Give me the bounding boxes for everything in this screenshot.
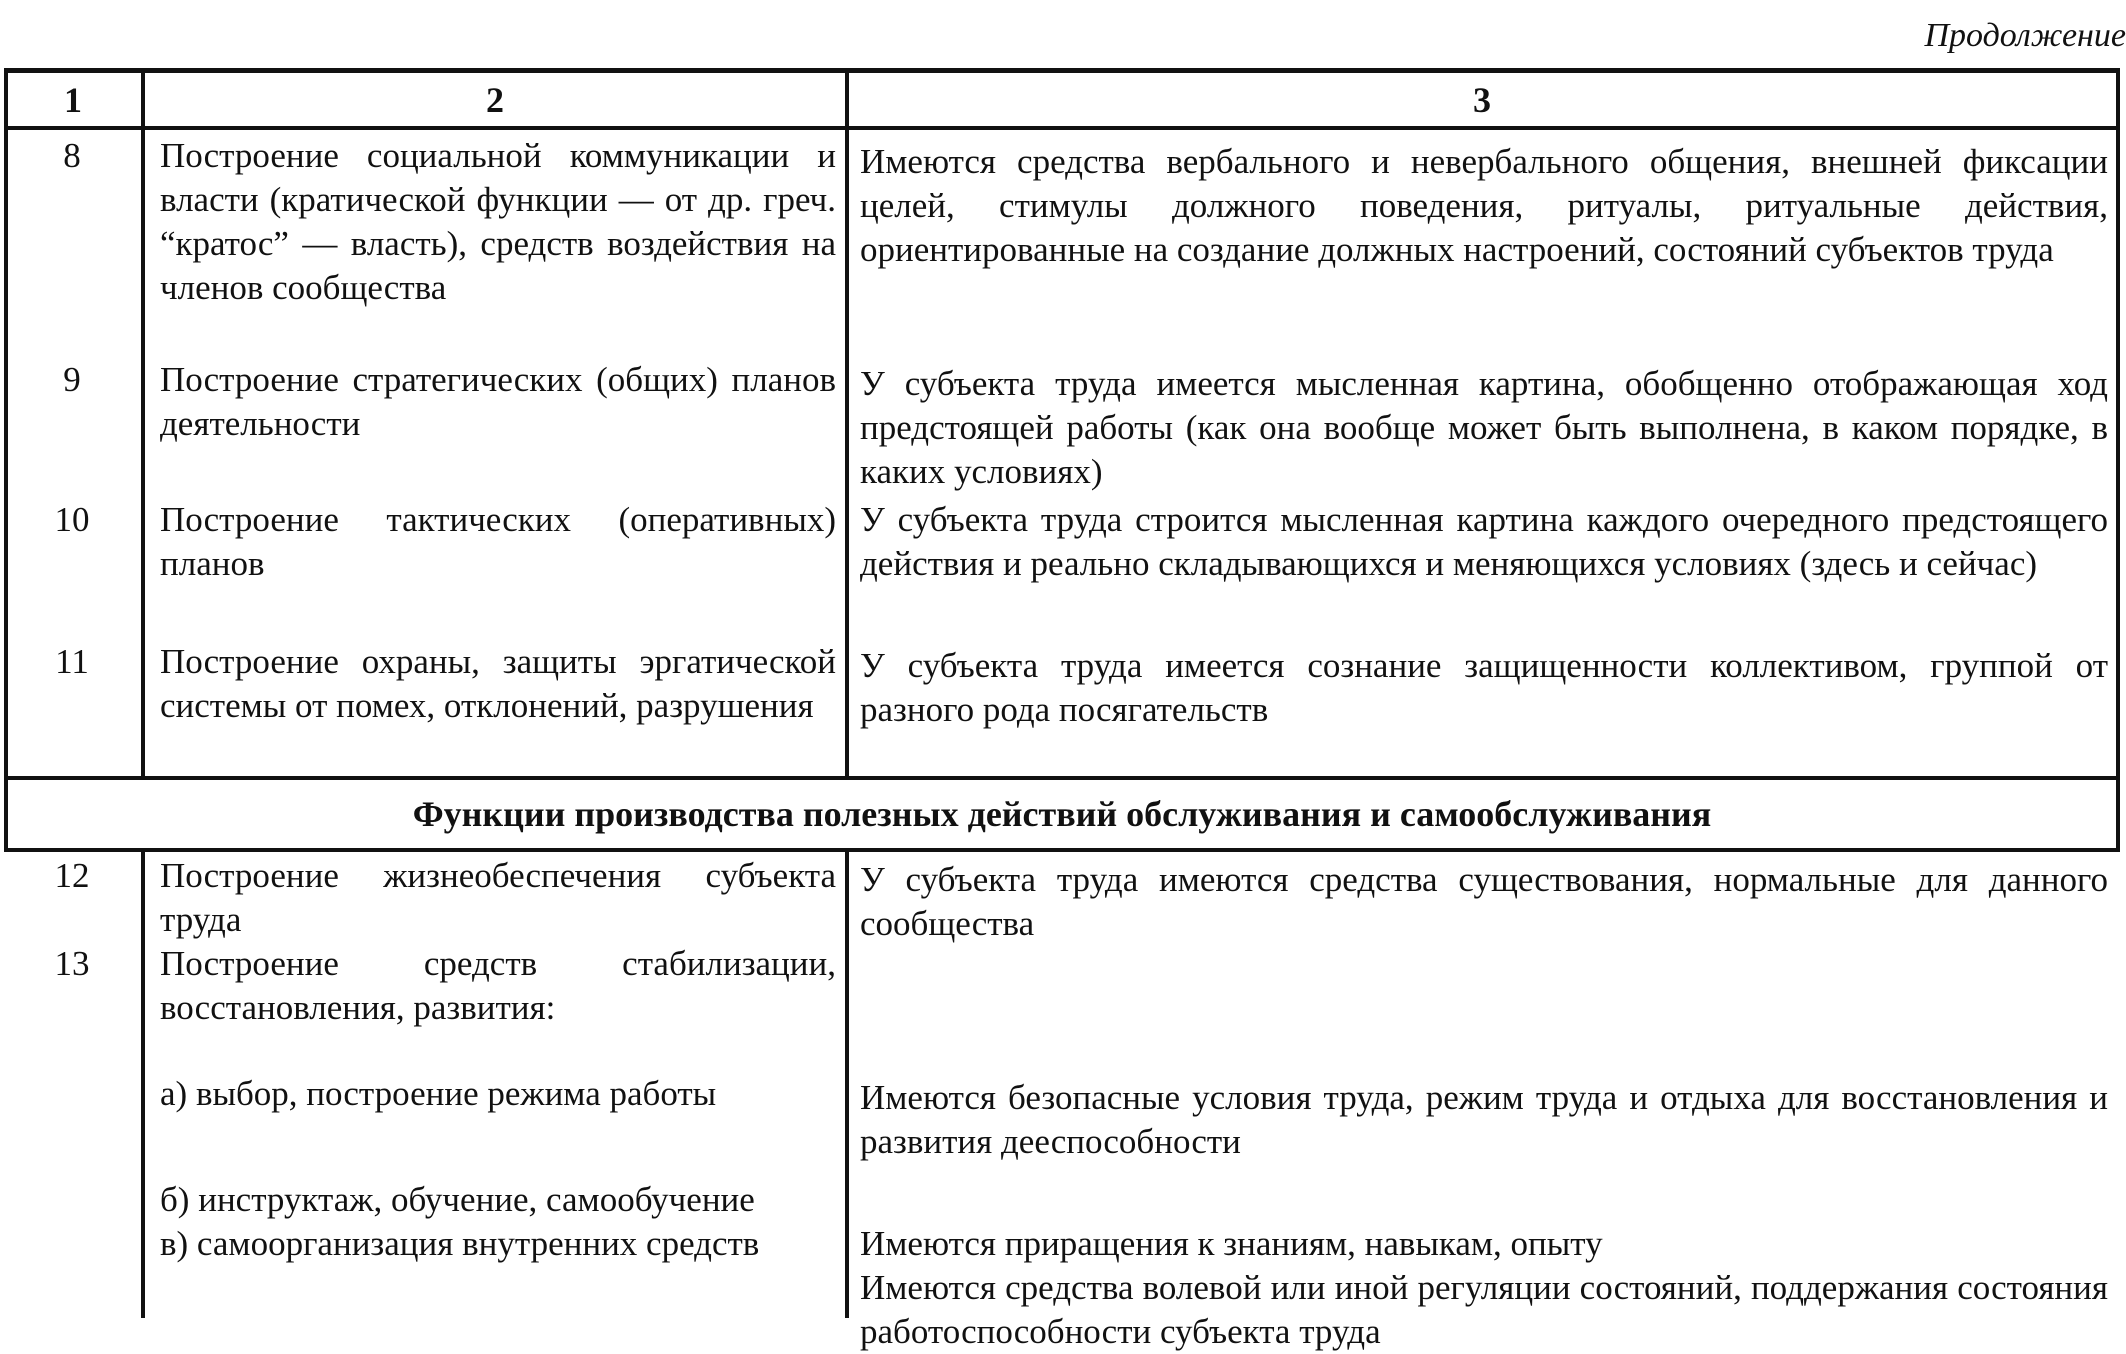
row-result: У субъекта труда строится мысленная картина каждого очередного предстоящего действия и реально складывающихся и меняющихся условиях (здесь и сейчас) [860, 500, 2108, 583]
row-result: У субъекта труда имеется мысленная картина, обобщенно отображающая ход предстоящей работы (как она вообще может быть выполнена, в каком порядке, в каких условиях) [860, 364, 2108, 491]
row-number: 10 [54, 500, 90, 539]
row-result: У субъекта труда имеются средства существования, нормальные для данного сообщества [860, 860, 2108, 943]
functions-table [4, 68, 2120, 1351]
row-subfunction: в) самоорганизация внутренних средств [160, 1224, 760, 1263]
row-result: Имеются безопасные условия труда, режим труда и отдыха для восстановления и развития дееспособности [860, 1078, 2108, 1161]
row-function: Построение стратегических (общих) планов деятельности [160, 360, 836, 443]
row-function: Построение охраны, защиты эргатической системы от помех, отклонений, разрушения [160, 642, 836, 725]
row-number: 12 [54, 856, 90, 895]
table-top-border [4, 68, 2120, 73]
row-subfunction: б) инструктаж, обучение, самообучение [160, 1180, 755, 1219]
col-divider-1-bottom [141, 848, 145, 1318]
header-col-2: 2 [486, 80, 504, 120]
section-title: Функции производства полезных действий обслуживания и самообслуживания [412, 794, 1712, 834]
col-divider-1-top [141, 68, 145, 780]
row-number: 8 [63, 136, 81, 175]
row-function: Построение социальной коммуникации и власти (кратической функции — от др. греч. “кратос” — власть), средств воздействия на членов сообщества [160, 136, 836, 307]
row-number: 13 [54, 944, 90, 983]
row-number: 9 [63, 360, 81, 399]
row-result: У субъекта труда имеется сознание защищенности коллективом, группой от разного рода посягательств [860, 646, 2108, 729]
col-divider-2-top [845, 68, 849, 780]
header-col-1: 1 [64, 80, 82, 120]
row-result: Имеются средства волевой или иной регуляции состояний, поддержания состояния работоспособности субъекта труда [860, 1268, 2108, 1351]
table-right-border-top [2116, 68, 2120, 780]
section-bottom-border [4, 848, 2120, 852]
row-result: Имеются средства вербального и невербального общения, внешней фиксации целей, стимулы должного поведения, ритуалы, ритуальные действия, ориентированные на создание должных настроений, состояний субъектов труда [860, 142, 2108, 269]
row-subfunction: а) выбор, построение режима работы [160, 1074, 717, 1113]
row-function: Построение средств стабилизации, восстановления, развития: [160, 944, 836, 1027]
row-result: Имеются приращения к знаниям, навыкам, опыту [860, 1224, 1603, 1263]
row-function: Построение жизнеобеспечения субъекта труда [160, 856, 836, 939]
col-divider-2-bottom [845, 848, 849, 1318]
continuation-label: Продолжение [1924, 17, 2126, 54]
row-function: Построение тактических (оперативных) планов [160, 500, 836, 583]
header-col-3: 3 [1473, 80, 1491, 120]
header-bottom-border [4, 126, 2120, 130]
row-number: 11 [55, 642, 89, 681]
